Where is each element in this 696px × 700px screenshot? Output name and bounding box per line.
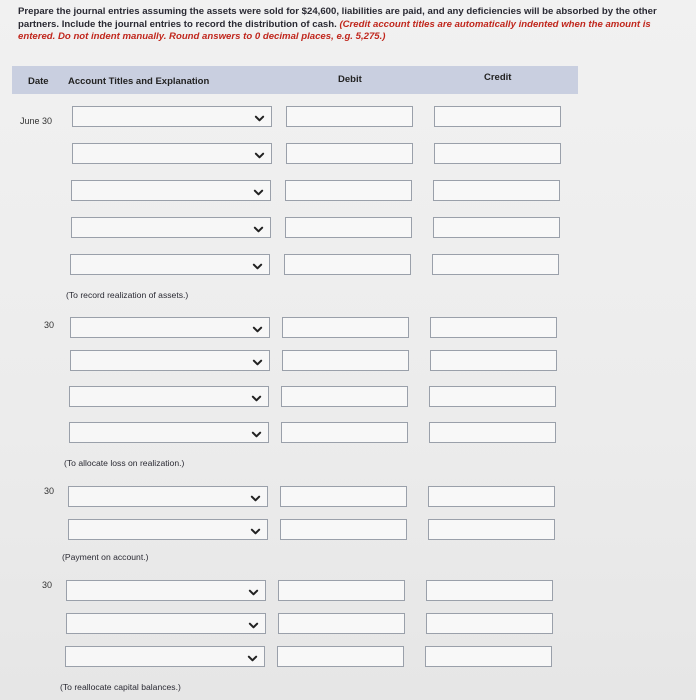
- chevron-down-icon: [250, 491, 261, 502]
- chevron-down-icon: [252, 322, 263, 333]
- entry-date: June 30: [20, 116, 53, 126]
- header-date: Date: [28, 76, 49, 87]
- credit-input[interactable]: [425, 646, 552, 667]
- credit-input[interactable]: [428, 519, 555, 540]
- debit-input[interactable]: [278, 613, 405, 634]
- credit-input[interactable]: [434, 143, 561, 164]
- entry-explanation: (To reallocate capital balances.): [60, 682, 181, 692]
- debit-input[interactable]: [282, 350, 409, 371]
- entry-date: 30: [44, 486, 55, 496]
- account-title-select[interactable]: [66, 613, 266, 634]
- entry-date: 30: [44, 320, 55, 330]
- debit-input[interactable]: [284, 254, 411, 275]
- credit-input[interactable]: [433, 217, 560, 238]
- credit-input[interactable]: [429, 422, 556, 443]
- entry-explanation: (Payment on account.): [62, 552, 149, 562]
- credit-input[interactable]: [432, 254, 559, 275]
- account-title-select[interactable]: [69, 422, 269, 443]
- debit-input[interactable]: [281, 422, 408, 443]
- account-title-select[interactable]: [70, 350, 270, 371]
- header-debit: Debit: [338, 74, 362, 85]
- account-title-select[interactable]: [70, 317, 270, 338]
- debit-input[interactable]: [277, 646, 404, 667]
- chevron-down-icon: [252, 259, 263, 270]
- header-account: Account Titles and Explanation: [68, 76, 210, 87]
- instructions-emphasis: (Credit account titles are automatically indented when the amount is entered. Do not indent manually. Round answers to 0 decimal places, e.g. 5,275.): [18, 18, 651, 42]
- credit-input[interactable]: [429, 386, 556, 407]
- account-title-select[interactable]: [69, 386, 269, 407]
- table-header: [12, 66, 578, 94]
- credit-input[interactable]: [428, 486, 555, 507]
- chevron-down-icon: [251, 391, 262, 402]
- account-title-select[interactable]: [66, 580, 266, 601]
- chevron-down-icon: [248, 618, 259, 629]
- debit-input[interactable]: [286, 106, 413, 127]
- account-title-select[interactable]: [70, 254, 270, 275]
- credit-input[interactable]: [434, 106, 561, 127]
- chevron-down-icon: [254, 111, 265, 122]
- header-credit: Credit: [484, 72, 512, 83]
- entry-explanation: (To allocate loss on realization.): [64, 458, 185, 468]
- account-title-select[interactable]: [68, 519, 268, 540]
- chevron-down-icon: [254, 148, 265, 159]
- chevron-down-icon: [247, 651, 258, 662]
- credit-input[interactable]: [430, 350, 557, 371]
- account-title-select[interactable]: [72, 143, 272, 164]
- credit-input[interactable]: [433, 180, 560, 201]
- chevron-down-icon: [248, 585, 259, 596]
- debit-input[interactable]: [285, 217, 412, 238]
- chevron-down-icon: [251, 427, 262, 438]
- account-title-select[interactable]: [71, 217, 271, 238]
- debit-input[interactable]: [280, 486, 407, 507]
- debit-input[interactable]: [278, 580, 405, 601]
- debit-input[interactable]: [286, 143, 413, 164]
- account-title-select[interactable]: [71, 180, 271, 201]
- chevron-down-icon: [250, 524, 261, 535]
- account-title-select[interactable]: [65, 646, 265, 667]
- account-title-select[interactable]: [72, 106, 272, 127]
- account-title-select[interactable]: [68, 486, 268, 507]
- debit-input[interactable]: [285, 180, 412, 201]
- chevron-down-icon: [253, 185, 264, 196]
- credit-input[interactable]: [426, 613, 553, 634]
- chevron-down-icon: [253, 222, 264, 233]
- entry-explanation: (To record realization of assets.): [66, 290, 189, 300]
- credit-input[interactable]: [426, 580, 553, 601]
- chevron-down-icon: [252, 355, 263, 366]
- entry-date: 30: [42, 580, 53, 590]
- debit-input[interactable]: [281, 386, 408, 407]
- instructions: [18, 6, 658, 44]
- instructions-main: Prepare the journal entries assuming the assets were sold for $24,600, liabilities are paid, and any deficiencies will be absorbed by the other partners. Include the journal entries to record the distribution of cash.: [18, 6, 657, 30]
- debit-input[interactable]: [280, 519, 407, 540]
- credit-input[interactable]: [430, 317, 557, 338]
- debit-input[interactable]: [282, 317, 409, 338]
